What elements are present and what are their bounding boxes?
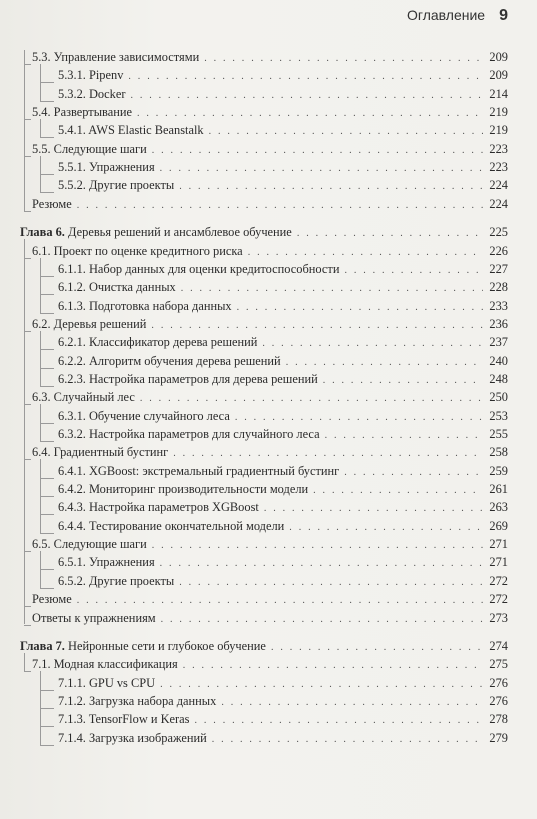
toc-entry-text: 6.1. Проект по оценке кредитного риска — [32, 243, 243, 258]
toc-entry-title — [32, 105, 134, 120]
tree-guide-tick — [40, 726, 54, 727]
toc-entry-text: 5.4. Развертывание — [32, 105, 132, 120]
toc-entry-title — [58, 464, 341, 479]
dot-leader — [248, 247, 483, 258]
toc-entry-text: 6.2.3. Настройка параметров для дерева решений — [58, 371, 318, 386]
toc-entry-page: 279 — [489, 730, 508, 745]
toc-entry-title — [58, 87, 127, 102]
tree-guide-tick — [40, 101, 54, 102]
dot-leader — [161, 614, 483, 625]
tree-guide-tick — [24, 211, 31, 212]
toc-entry-text: 6.3.2. Настройка параметров для случайного леса — [58, 427, 320, 441]
toc-entry-text: 6.4.4. Тестирование окончательной модели — [58, 518, 285, 533]
toc-subsection-entry — [58, 676, 508, 694]
toc-entry-text: 5.4.1. AWS Elastic Beanstalk — [58, 123, 204, 138]
toc-entry-title — [58, 68, 125, 83]
toc-entry-page: 225 — [489, 225, 508, 240]
toc-entry-title — [58, 676, 157, 691]
toc-entry-page: 272 — [489, 592, 508, 607]
toc-subsection-entry — [58, 555, 508, 573]
toc-entry-text: 5.5. Следующие шаги — [32, 141, 147, 156]
toc-entry-page: 273 — [489, 610, 508, 625]
tree-guide-tick — [40, 745, 54, 746]
toc-subsection-entry — [58, 87, 508, 105]
toc-subsection-entry — [58, 409, 508, 427]
toc-subsection-entry — [58, 123, 508, 141]
toc-entry-text: 6.4.2. Мониторинг производительности модели — [58, 482, 309, 497]
dot-leader — [209, 126, 483, 137]
dot-leader — [130, 90, 483, 101]
toc-entry-title — [58, 555, 157, 570]
tree-guide-tick — [40, 294, 54, 295]
tree-guide-tick — [24, 671, 31, 672]
dot-leader — [297, 228, 483, 239]
toc-entry-page: 233 — [489, 298, 508, 313]
tree-guide-tick — [24, 459, 31, 460]
tree-guide-tick — [40, 368, 54, 369]
toc-entry-page: 269 — [489, 518, 508, 533]
toc-entry-title — [58, 500, 261, 515]
toc-subsection-entry — [58, 160, 508, 178]
toc-section-entry — [32, 611, 508, 629]
toc-entry-text: 6.2.2. Алгоритм обучения дерева решений — [58, 353, 281, 368]
tree-guide-tick — [40, 690, 54, 691]
chapter-label: Глава 6. — [20, 225, 65, 240]
toc-entry-text: 5.3. Управление зависимостями — [32, 50, 200, 64]
tree-guide-tick — [40, 137, 54, 138]
dot-leader — [179, 577, 483, 588]
toc-entry-text: 6.3.1. Обучение случайного леса — [58, 408, 230, 423]
toc-entry-text: 6.1.1. Набор данных для оценки кредитоспособности — [58, 261, 340, 276]
toc-chapter-entry — [20, 225, 508, 243]
toc-subsection-entry — [58, 372, 508, 390]
toc-entry-text: 5.5.2. Другие проекты — [58, 178, 175, 193]
toc-subsection-entry — [58, 500, 508, 518]
toc-entry-title — [32, 197, 74, 212]
toc-entry-page: 214 — [489, 86, 508, 101]
toc-section-entry — [32, 657, 508, 675]
toc-entry-text: 6.5.2. Другие проекты — [58, 573, 175, 588]
tree-guide-line — [40, 331, 41, 386]
dot-leader — [289, 522, 483, 533]
dot-leader — [181, 283, 483, 294]
tree-guide-tick — [40, 514, 54, 515]
toc-entry-page: 272 — [489, 573, 508, 588]
toc-entry-text: 7.1. Модная классификация — [32, 657, 178, 672]
toc-entry-page: 209 — [489, 50, 508, 64]
tree-guide-line — [40, 671, 41, 744]
dot-leader — [77, 200, 483, 211]
dot-leader — [151, 320, 483, 331]
dot-leader — [221, 697, 483, 708]
toc-entry-title — [32, 142, 149, 157]
toc-entry-page: 263 — [489, 500, 508, 515]
tree-guide-tick — [40, 441, 54, 442]
tree-guide-tick — [40, 496, 54, 497]
toc-entry-text: 6.2. Деревья решений — [32, 316, 147, 331]
tree-guide-tick — [24, 404, 31, 405]
dot-leader — [128, 71, 483, 82]
toc-section-entry — [32, 317, 508, 335]
toc-entry-text: 5.5.1. Упражнения — [58, 160, 155, 175]
toc-entry-text: 6.3. Случайный лес — [32, 390, 135, 405]
tree-guide-line — [40, 258, 41, 313]
toc-subsection-entry — [58, 299, 508, 317]
tree-guide-tick — [24, 119, 31, 120]
tree-guide-tick — [24, 258, 31, 259]
toc-entry-text: 7.1.2. Загрузка набора данных — [58, 693, 217, 708]
tree-guide-line — [24, 239, 25, 624]
toc-entry-title — [32, 390, 137, 405]
toc-entry-text: Ответы к упражнениям — [32, 610, 156, 625]
dot-leader — [160, 679, 483, 690]
tree-guide-tick — [40, 588, 54, 589]
dot-leader — [212, 734, 483, 745]
tree-guide-tick — [40, 82, 54, 83]
toc-entry-page: 253 — [489, 408, 508, 423]
toc-entry-page: 276 — [489, 675, 508, 690]
toc-entry-title — [32, 592, 74, 607]
toc-entry-title — [58, 482, 310, 497]
toc-entry-text: 6.1.3. Подготовка набора данных — [58, 298, 232, 313]
toc-entry-page: 224 — [489, 196, 508, 211]
toc-entry-text: 6.4.1. XGBoost: экстремальный градиентный бустинг — [58, 463, 340, 478]
dot-leader — [344, 467, 483, 478]
toc-section-entry — [32, 390, 508, 408]
toc-section-entry — [32, 142, 508, 160]
dot-leader — [152, 145, 483, 156]
tree-guide-tick — [40, 192, 54, 193]
dot-leader — [152, 540, 483, 551]
toc-entry-title — [32, 445, 170, 460]
toc-entry-page: 271 — [489, 555, 508, 570]
toc-entry-text: 5.3.1. Pipenv — [58, 68, 124, 83]
running-header — [407, 7, 508, 25]
dot-leader — [271, 642, 483, 653]
toc-entry-text: 6.4.3. Настройка параметров XGBoost — [58, 500, 259, 515]
toc-section-entry — [32, 445, 508, 463]
toc-entry-title — [32, 244, 245, 259]
dot-leader — [286, 357, 483, 368]
dot-leader — [160, 558, 483, 569]
toc-entry-title — [32, 537, 149, 552]
dot-leader — [173, 448, 483, 459]
dot-leader — [262, 338, 483, 349]
toc-entry-page: 228 — [489, 280, 508, 295]
toc-subsection-entry — [58, 262, 508, 280]
toc-section-entry — [32, 592, 508, 610]
tree-guide-tick — [40, 276, 54, 277]
toc-entry-page: 250 — [489, 390, 508, 405]
toc-entry-page: 255 — [489, 427, 508, 441]
dot-leader — [344, 265, 483, 276]
toc-entry-page: 275 — [489, 657, 508, 672]
toc-entry-title — [58, 694, 218, 709]
header-page-number: 9 — [499, 7, 508, 24]
toc-entry-title — [58, 712, 192, 727]
toc-entry-text: 6.2.1. Классификатор дерева решений — [58, 335, 258, 350]
toc-entry-title — [58, 299, 234, 314]
toc-entry-page: 261 — [489, 482, 508, 497]
toc-entry-title — [58, 354, 283, 369]
toc-entry-title — [58, 372, 320, 387]
toc-entry-title — [32, 657, 180, 672]
dot-leader — [195, 715, 484, 726]
toc-entry-page: 219 — [489, 105, 508, 120]
tree-guide-tick — [24, 625, 31, 626]
tree-guide-tick — [40, 349, 54, 350]
dot-leader — [264, 503, 483, 514]
dot-leader — [204, 53, 483, 64]
toc-entry-title — [58, 409, 232, 424]
toc-entry-title — [58, 123, 206, 138]
tree-guide-tick — [24, 551, 31, 552]
toc-entry-title — [58, 731, 209, 746]
tree-guide-line — [40, 119, 41, 137]
toc-entry-title — [58, 335, 259, 350]
toc-section-entry — [32, 50, 508, 68]
toc-entry-page: 226 — [489, 243, 508, 258]
toc-subsection-entry — [58, 280, 508, 298]
tree-guide-tick — [40, 423, 54, 424]
toc-subsection-entry — [58, 574, 508, 592]
toc-subsection-entry — [58, 178, 508, 196]
toc-entry-page: 271 — [489, 537, 508, 552]
toc-entry-text: 7.1.4. Загрузка изображений — [58, 730, 207, 745]
toc-entry-text: 7.1.3. TensorFlow и Keras — [58, 712, 190, 727]
toc-section-entry — [32, 105, 508, 123]
toc-entry-title — [58, 280, 178, 295]
dot-leader — [137, 108, 483, 119]
toc-chapter-entry — [20, 639, 508, 657]
toc-entry-title — [58, 519, 286, 534]
chapter-label: Глава 7. — [20, 638, 65, 653]
toc-entry-page: 236 — [489, 316, 508, 331]
toc-subsection-entry — [58, 464, 508, 482]
tree-guide-line — [40, 404, 41, 441]
dot-leader — [237, 302, 483, 313]
toc-entry-title — [20, 225, 294, 240]
dot-leader — [313, 485, 483, 496]
tree-guide-tick — [40, 386, 54, 387]
dot-leader — [77, 595, 483, 606]
toc-entry-page: 227 — [489, 261, 508, 276]
toc-entry-text: Деревья решений и ансамблевое обучение — [68, 225, 292, 240]
toc-entry-text: 5.3.2. Docker — [58, 86, 126, 101]
tree-guide-tick — [40, 708, 54, 709]
dot-leader — [325, 430, 483, 441]
tree-guide-tick — [24, 64, 31, 65]
tree-guide-line — [40, 156, 41, 193]
tree-guide-tick — [40, 478, 54, 479]
tree-guide-line — [40, 551, 41, 588]
toc-entry-title — [20, 639, 268, 654]
toc-subsection-entry — [58, 427, 508, 445]
toc-entry-page: 240 — [489, 353, 508, 368]
toc-entry-page: 278 — [489, 712, 508, 727]
toc-entry-title — [58, 262, 341, 277]
tree-guide-tick — [40, 313, 54, 314]
tree-guide-line — [40, 459, 41, 532]
tree-guide-tick — [40, 533, 54, 534]
toc-subsection-entry — [58, 354, 508, 372]
toc-entry-text: 6.4. Градиентный бустинг — [32, 445, 169, 460]
toc-entry-page: 224 — [489, 178, 508, 193]
toc-entry-page: 209 — [489, 68, 508, 83]
toc-entry-title — [58, 178, 176, 193]
toc-entry-title — [32, 50, 201, 65]
toc-entry-title — [58, 427, 322, 442]
toc-entry-page: 258 — [489, 445, 508, 460]
dot-leader — [179, 181, 483, 192]
toc-entry-page: 248 — [489, 371, 508, 386]
toc-subsection-entry — [58, 694, 508, 712]
toc-entry-text: 6.5.1. Упражнения — [58, 555, 155, 570]
toc-entry-text: Нейронные сети и глубокое обучение — [68, 638, 266, 653]
toc-entry-text: 7.1.1. GPU vs CPU — [58, 675, 156, 690]
toc-entry-title — [58, 574, 176, 589]
toc-subsection-entry — [58, 731, 508, 749]
toc-entry-text: 6.1.2. Очистка данных — [58, 280, 176, 295]
toc-entry-page: 259 — [489, 463, 508, 478]
toc-subsection-entry — [58, 712, 508, 730]
toc-section-entry — [32, 537, 508, 555]
dot-leader — [140, 393, 483, 404]
toc-subsection-entry — [58, 519, 508, 537]
toc-entry-page: 223 — [489, 141, 508, 156]
toc-section-entry — [32, 197, 508, 215]
dot-leader — [183, 660, 483, 671]
tree-guide-tick — [24, 331, 31, 332]
tree-guide-tick — [40, 174, 54, 175]
dot-leader — [235, 412, 483, 423]
toc-entry-page: 219 — [489, 123, 508, 138]
toc-section-entry — [32, 244, 508, 262]
toc-entry-title — [58, 160, 157, 175]
toc-subsection-entry — [58, 335, 508, 353]
header-title: Оглавление — [407, 7, 486, 23]
toc-entry-text: Резюме — [32, 592, 72, 607]
toc-entry-page: 223 — [489, 160, 508, 175]
toc-entry-page: 276 — [489, 693, 508, 708]
tree-guide-tick — [24, 606, 31, 607]
toc-subsection-entry — [58, 68, 508, 86]
tree-guide-tick — [24, 156, 31, 157]
dot-leader — [323, 375, 483, 386]
tree-guide-line — [24, 653, 25, 671]
toc-entry-page: 274 — [489, 638, 508, 653]
tree-guide-tick — [40, 569, 54, 570]
dot-leader — [160, 163, 483, 174]
tree-guide-line — [24, 50, 25, 211]
toc-entry-page: 237 — [489, 335, 508, 350]
toc-entry-text: 6.5. Следующие шаги — [32, 537, 147, 552]
toc-subsection-entry — [58, 482, 508, 500]
toc-entry-title — [32, 611, 158, 626]
tree-guide-line — [40, 64, 41, 101]
toc-entry-text: Резюме — [32, 196, 72, 211]
toc-entry-title — [32, 317, 148, 332]
